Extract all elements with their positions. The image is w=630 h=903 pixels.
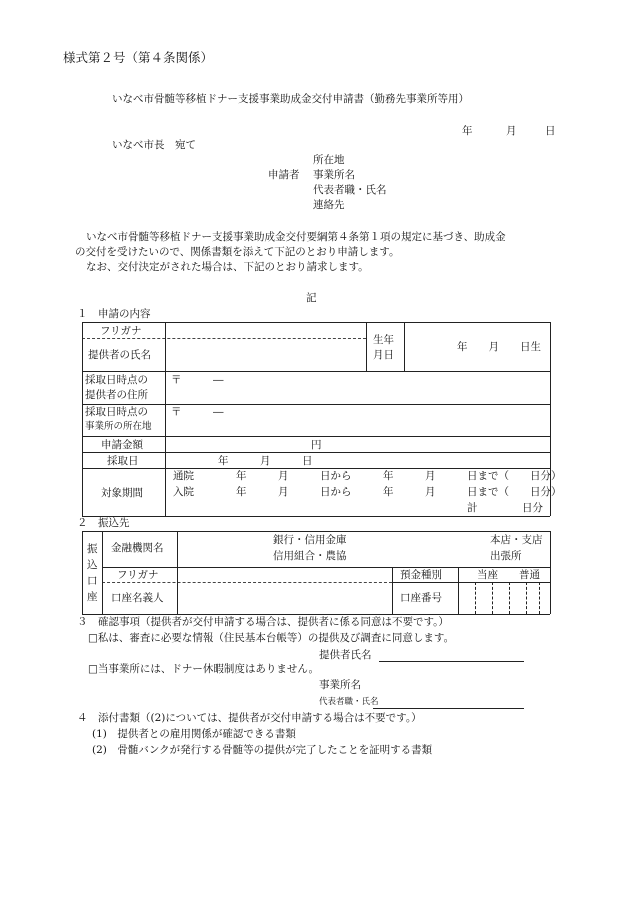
branch-types-2: 出張所 <box>490 550 522 562</box>
office-address-label-1: 採取日時点の <box>85 406 148 418</box>
branch-types-1: 本店・支店 <box>490 534 543 546</box>
side-label-4: 座 <box>87 591 98 603</box>
side-label-1: 振 <box>87 543 98 555</box>
section-1-heading: １ 申請の内容 <box>77 308 151 320</box>
ki-label: 記 <box>306 292 317 304</box>
inpatient-to: 年 月 日まで（ 日分） <box>383 486 562 498</box>
deposit-type-label: 預金種別 <box>400 569 442 581</box>
donor-signature-line[interactable] <box>379 661 524 662</box>
body-line-2: の交付を受けたいので、関係書類を添えて下記のとおり申請します。 <box>75 246 400 258</box>
total-label: 計 <box>467 502 478 514</box>
outpatient-label: 通院 <box>173 470 194 482</box>
amount-unit: 円 <box>311 439 322 451</box>
period-label: 対象期間 <box>101 487 143 499</box>
attachment-2: (2) 骨髄バンクが発行する骨髄等の提供が完了したことを証明する書類 <box>92 744 433 756</box>
date-day: 日 <box>545 125 556 137</box>
section-3-heading: ３ 確認事項（提供者が交付申請する場合は、提供者に係る同意は不要です。） <box>77 616 449 628</box>
rep-signature-label: 代表者職・氏名 <box>319 697 379 707</box>
section-2-heading: ２ 振込先 <box>77 517 130 529</box>
outpatient-to: 年 月 日まで（ 日分） <box>383 470 562 482</box>
form-title: いなべ市骨髄等移植ドナー支援事業助成金交付申請書（勤務先事業所等用） <box>112 93 469 105</box>
office-postal: 〒 ― <box>171 406 224 418</box>
account-number-label: 口座番号 <box>400 592 442 604</box>
section-4-heading: ４ 添付書類（(2)については、提供者が交付申請する場合は不要です。） <box>77 712 422 724</box>
body-line-1: いなべ市骨髄等移植ドナー支援事業助成金交付要綱第４条第１項の規定に基づき、助成金 <box>86 231 506 243</box>
applicant-location: 所在地 <box>313 154 345 166</box>
bank-types-1: 銀行・信用金庫 <box>273 534 347 546</box>
applicant-rep: 代表者職・氏名 <box>313 184 387 196</box>
side-label-2: 込 <box>87 559 98 571</box>
deposit-types: 当座 普通 <box>477 569 540 581</box>
consent-checkbox[interactable]: □私は、審査に必要な情報（住民基本台帳等）の提供及び調査に同意します。 <box>88 632 455 644</box>
donor-address-label-1: 採取日時点の <box>85 374 148 386</box>
total-days: 日分 <box>522 502 543 514</box>
applicant-contact: 連絡先 <box>313 199 345 211</box>
form-number: 様式第２号（第４条関係） <box>63 50 214 65</box>
dob-label-2: 月日 <box>373 349 394 361</box>
body-line-3: なお、交付決定がされた場合は、下記のとおり請求します。 <box>86 261 369 273</box>
office-address-label-2: 事業所の所在地 <box>85 421 152 432</box>
date-month: 月 <box>506 125 517 137</box>
amount-label: 申請金額 <box>101 439 143 451</box>
account-furigana-label: フリガナ <box>117 569 159 581</box>
donor-name-field[interactable] <box>167 340 365 370</box>
collection-date-label: 採取日 <box>107 455 139 467</box>
dob-value: 年 月 日生 <box>457 341 541 353</box>
inpatient-label: 入院 <box>173 486 194 498</box>
rep-signature-line[interactable] <box>373 708 524 709</box>
applicant-role: 申請者 <box>268 169 300 181</box>
donor-postal: 〒 ― <box>171 374 224 386</box>
collection-date-value: 年 月 日 <box>218 455 313 467</box>
donor-signature-label: 提供者氏名 <box>319 649 372 661</box>
no-leave-checkbox[interactable]: □当事業所には、ドナー休暇制度はありません。 <box>88 663 320 675</box>
furigana-label: フリガナ <box>100 325 142 337</box>
dob-label-1: 生年 <box>373 334 394 346</box>
attachment-1: (1) 提供者との雇用関係が確認できる書類 <box>92 728 296 740</box>
donor-address-label-2: 提供者の住所 <box>85 389 148 401</box>
side-label-3: 口 <box>87 575 98 587</box>
date-year: 年 <box>462 125 473 137</box>
account-holder-label: 口座名義人 <box>111 592 164 604</box>
outpatient-from: 年 月 日から <box>236 470 352 482</box>
business-name-label: 事業所名 <box>319 679 361 691</box>
bank-name-label: 金融機関名 <box>111 542 164 554</box>
applicant-business-name: 事業所名 <box>313 169 355 181</box>
bank-types-2: 信用組合・農協 <box>273 550 347 562</box>
donor-name-label: 提供者の氏名 <box>88 349 151 361</box>
addressee: いなべ市長 宛て <box>112 139 196 151</box>
inpatient-from: 年 月 日から <box>236 486 352 498</box>
